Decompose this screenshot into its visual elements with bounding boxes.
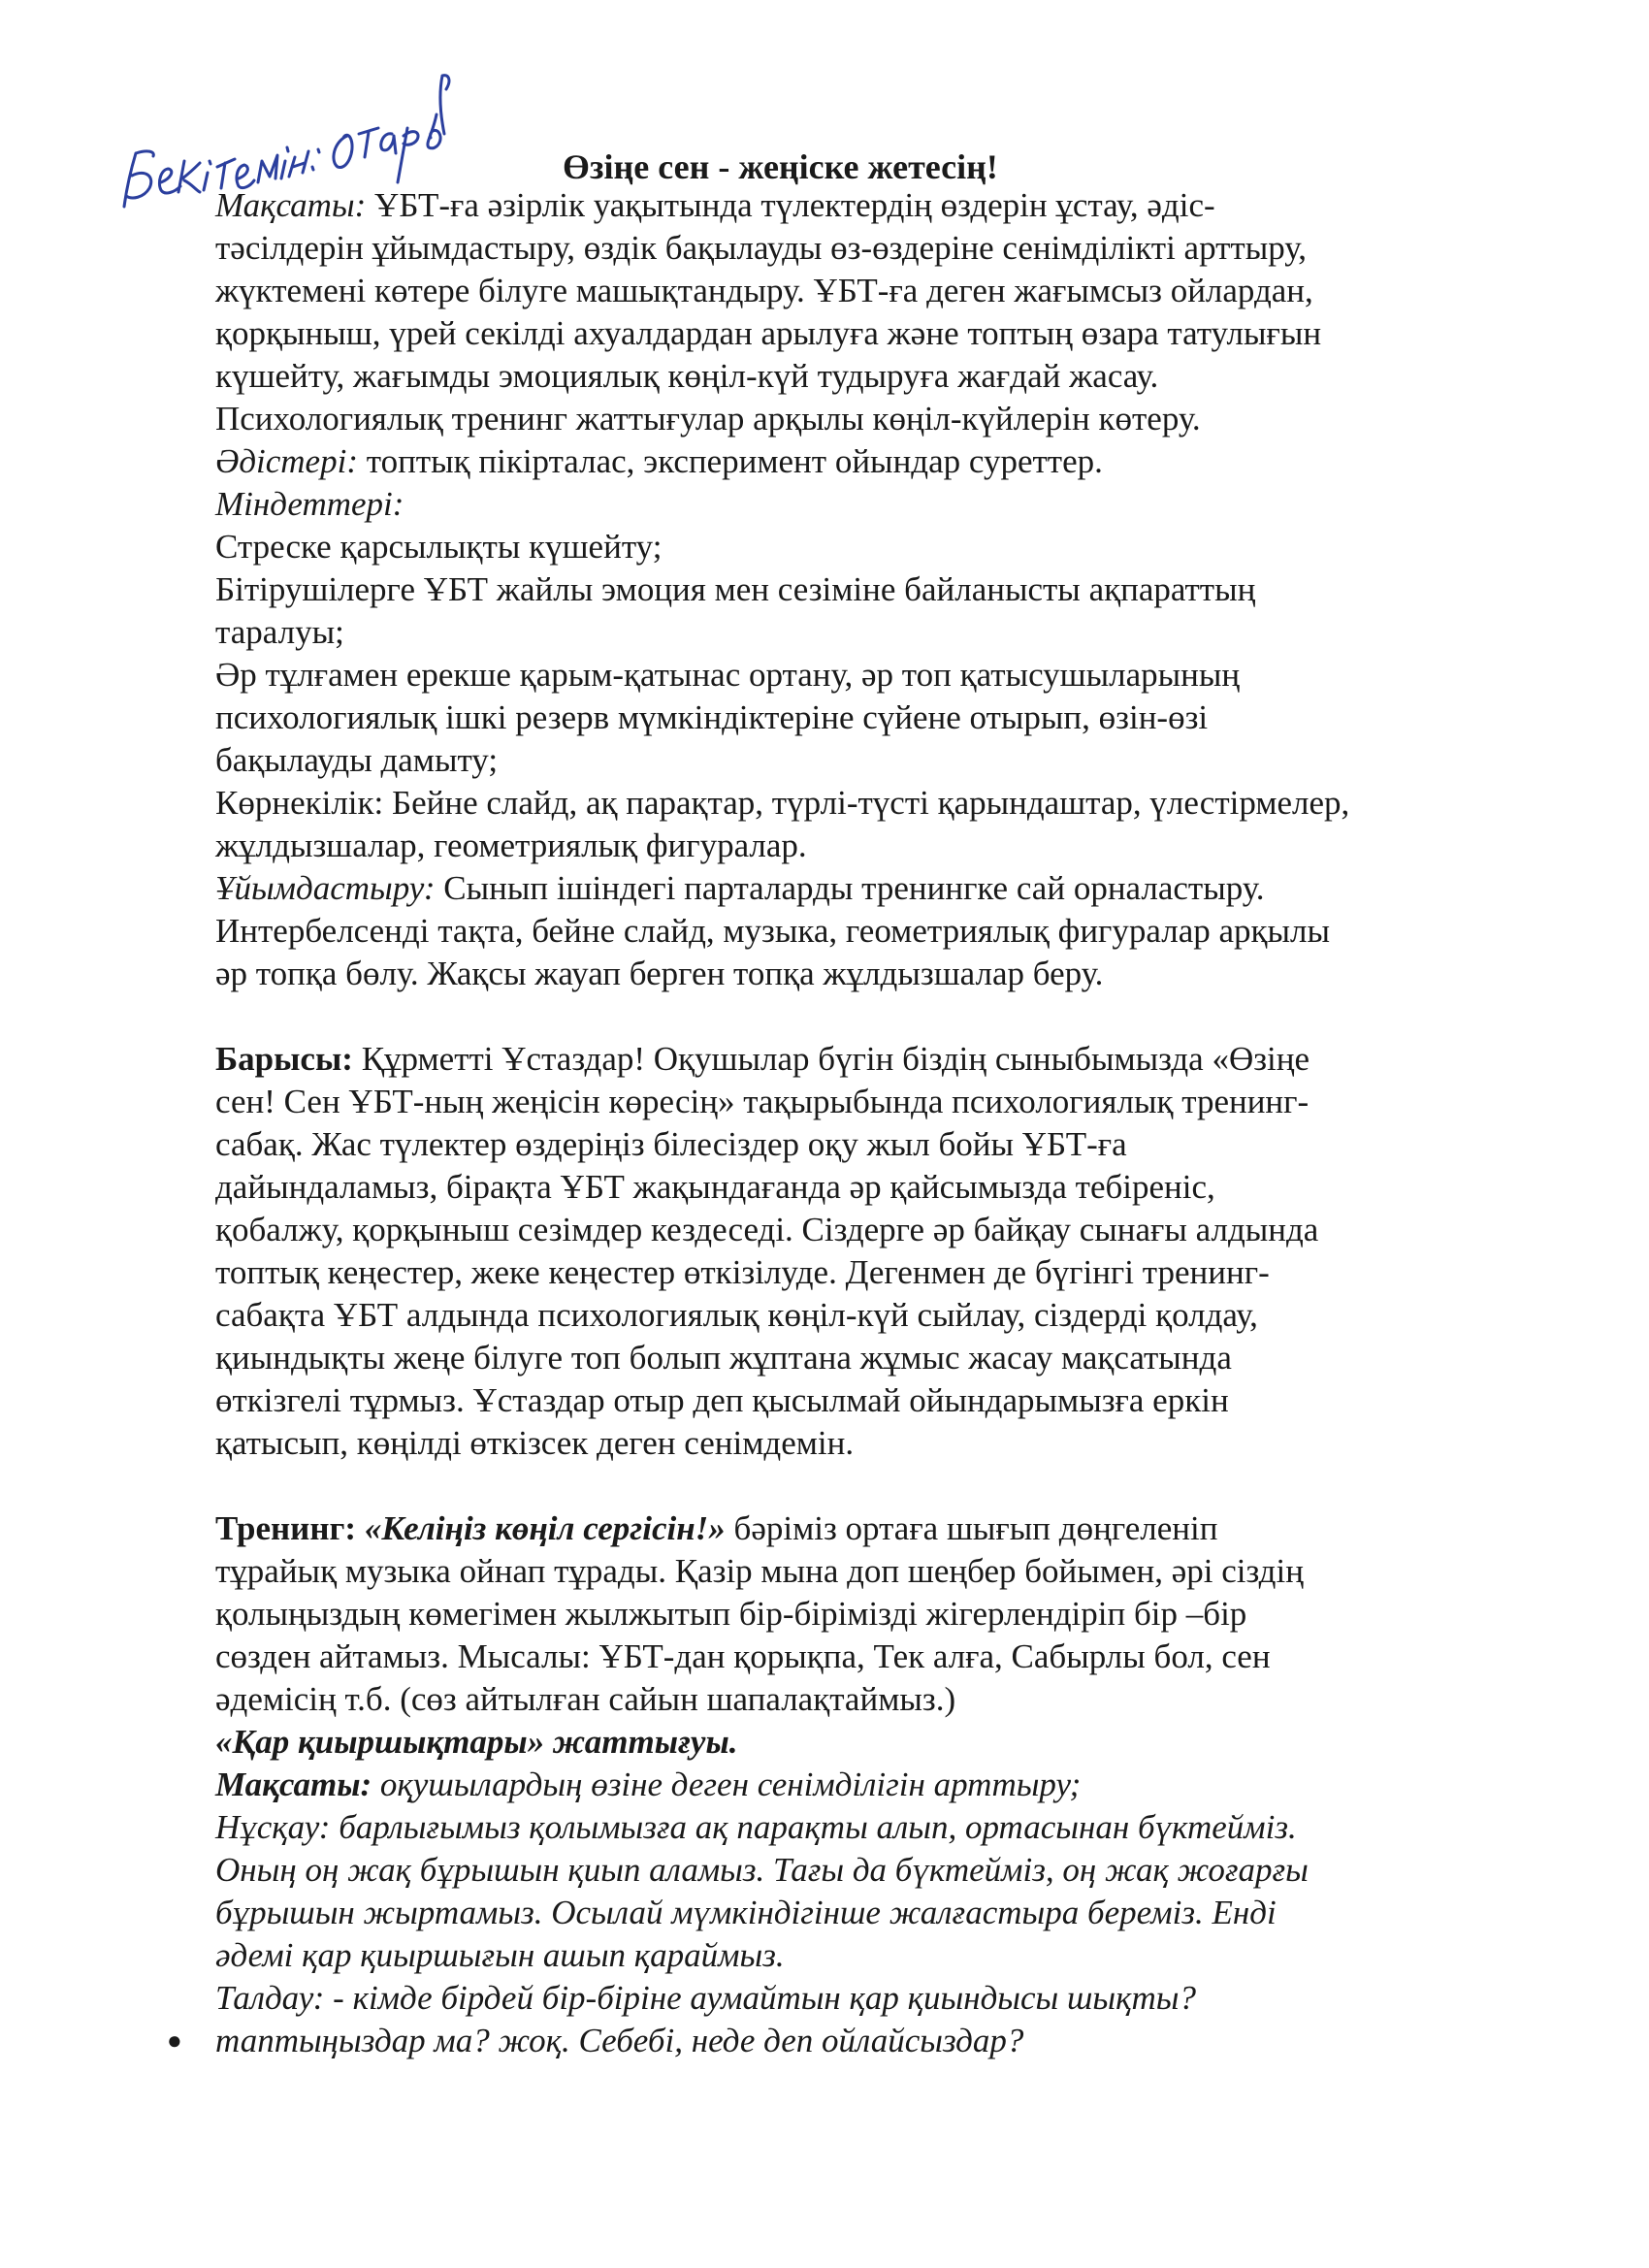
text-line: Интербелсенді тақта, бейне слайд, музыка, геометриялық фигуралар арқылы bbox=[215, 912, 1331, 950]
text-line: қобалжу, қорқыныш сезімдер кездеседі. Сіздерге әр байқау сынағы алдында bbox=[215, 1211, 1319, 1248]
exercise-goal-label: Мақсаты: bbox=[215, 1766, 372, 1803]
text-line: сен! Сен ҰБТ-ның жеңісін көресің» тақырыбында психологиялық тренинг- bbox=[215, 1083, 1310, 1120]
text-line: қиындықты жеңе білуге топ болып жұптана жұмыс жасау мақсатында bbox=[215, 1339, 1232, 1377]
methods-text: топтық пікірталас, эксперимент ойындар суреттер. bbox=[366, 442, 1103, 480]
training-text: бәріміз ортаға шығып дөңгеленіп bbox=[733, 1509, 1218, 1547]
text-line: Стреске қарсылықты күшейту; bbox=[215, 528, 663, 566]
text-line: әдемісің т.б. (сөз айтылған сайын шапалақтаймыз.) bbox=[215, 1680, 956, 1718]
bullet-text: таптыңыздар ма? жоқ. Себебі, неде деп ойлайсыздар? bbox=[215, 2022, 1024, 2059]
text-line: Талдау: - кімде бірдей бір-біріне аумайтын қар қиындысы шықты? bbox=[215, 1979, 1196, 2017]
text-line: бұрышын жыртамыз. Осылай мүмкіндігінше жалғастыра береміз. Енді bbox=[215, 1894, 1277, 1931]
text-line: Оның оң жақ бұрышын қиып аламыз. Тағы да бүктейміз, оң жақ жоғарғы bbox=[215, 1851, 1309, 1889]
text-line: таралуы; bbox=[215, 613, 344, 651]
organization-label: Ұйымдастыру: bbox=[215, 869, 436, 907]
document-body bbox=[167, 184, 1496, 2062]
document-title: Өзіңе сен - жеңіске жетесің! bbox=[563, 147, 998, 186]
text-line: топтық кеңестер, жеке кеңестер өткізілуде. Дегенмен де бүгінгі тренинг- bbox=[215, 1253, 1270, 1291]
paragraph-gap bbox=[215, 995, 1496, 1038]
progress-text: Құрметті Ұстаздар! Оқушылар бүгін біздің сыныбымызда «Өзіңе bbox=[361, 1040, 1310, 1078]
text-line: Нұсқау: барлығымыз қолымызға ақ парақты алып, ортасынан бүктейміз. bbox=[215, 1808, 1297, 1846]
organization-first-line bbox=[215, 867, 1496, 910]
progress-label: Барысы: bbox=[215, 1040, 353, 1078]
exercise-title: «Қар қиыршықтары» жаттығуы. bbox=[215, 1723, 738, 1761]
organization-text: Сынып ішіндегі парталарды тренингке сай орналастыру. bbox=[443, 869, 1265, 907]
text-line: сабақта ҰБТ алдында психологиялық көңіл-күй сыйлау, сіздерді қолдау, bbox=[215, 1296, 1258, 1334]
text-line: жұлдызшалар, геометриялық фигуралар. bbox=[215, 826, 807, 864]
methods-label: Әдістері: bbox=[215, 442, 358, 480]
training-label: Тренинг: bbox=[215, 1509, 357, 1547]
bullet-icon: ● bbox=[167, 2026, 182, 2055]
text-line: психологиялық ішкі резерв мүмкіндіктеріне сүйене отырып, өзін-өзі bbox=[215, 698, 1209, 736]
text-line: Психологиялық тренинг жаттығулар арқылы көңіл-күйлерін көтеру. bbox=[215, 400, 1201, 437]
text-line: тәсілдерін ұйымдастыру, өздік бақылауды өз-өздеріне сенімділікті арттыру, bbox=[215, 229, 1308, 267]
bullet-list-item bbox=[167, 2020, 1496, 2062]
text-line: сабақ. Жас түлектер өздеріңіз білесіздер оқу жыл бойы ҰБТ-ға bbox=[215, 1125, 1127, 1163]
tasks-label: Міндеттері: bbox=[215, 485, 404, 523]
text-line: қорқыныш, үрей секілді ахуалдардан арылуға және топтың өзара татулығын bbox=[215, 314, 1322, 352]
text-line: күшейту, жағымды эмоциялық көңіл-күй тудыруға жағдай жасау. bbox=[215, 357, 1159, 395]
goal-first-line bbox=[215, 184, 1496, 227]
text-line: бақылауды дамыту; bbox=[215, 741, 499, 779]
exercise-goal-line bbox=[215, 1764, 1496, 1806]
text-line: қатысып, көңілді өткізсек деген сенімдемін. bbox=[215, 1424, 855, 1462]
text-line: жүктемені көтере білуге машықтандыру. ҰБТ-ға деген жағымсыз ойлардан, bbox=[215, 272, 1313, 309]
training-name: «Келіңіз көңіл сергісін!» bbox=[364, 1509, 726, 1547]
text-line: әр топқа бөлу. Жақсы жауап берген топқа жұлдызшалар беру. bbox=[215, 955, 1104, 992]
text-line: Бітірушілерге ҰБТ жайлы эмоция мен сезіміне байланысты ақпараттың bbox=[215, 570, 1256, 608]
text-line: сөзден айтамыз. Мысалы: ҰБТ-дан қорықпа, Тек алға, Сабырлы бол, сен bbox=[215, 1637, 1271, 1675]
goal-text: ҰБТ-ға әзірлік уақытында түлектердің өздерін ұстау, әдіс- bbox=[374, 186, 1215, 224]
text-line: қолыңыздың көмегімен жылжытып бір-бірімізді жігерлендіріп бір –бір bbox=[215, 1595, 1247, 1633]
text-line: әдемі қар қиыршығын ашып қараймыз. bbox=[215, 1936, 785, 1974]
text-line: Әр тұлғамен ерекше қарым-қатынас ортану, әр топ қатысушыларының bbox=[215, 656, 1241, 694]
methods-line bbox=[215, 440, 1496, 483]
paragraph-gap bbox=[215, 1465, 1496, 1507]
training-first-line bbox=[215, 1507, 1496, 1550]
exercise-goal-text: оқушылардың өзіне деген сенімділігін арттыру; bbox=[379, 1766, 1082, 1803]
text-line: Көрнекілік: Бейне слайд, ақ парақтар, түрлі-түсті қарындаштар, үлестірмелер, bbox=[215, 784, 1350, 822]
text-line: өткізгелі тұрмыз. Ұстаздар отыр деп қысылмай ойындарымызға еркін bbox=[215, 1381, 1229, 1419]
text-line: дайындаламыз, бірақта ҰБТ жақындағанда әр қайсымызда тебіреніс, bbox=[215, 1168, 1215, 1206]
text-line: тұрайық музыка ойнап тұрады. Қазір мына доп шеңбер бойымен, әрі сіздің bbox=[215, 1552, 1304, 1590]
goal-label: Мақсаты: bbox=[215, 186, 367, 224]
progress-first-line bbox=[215, 1038, 1496, 1081]
